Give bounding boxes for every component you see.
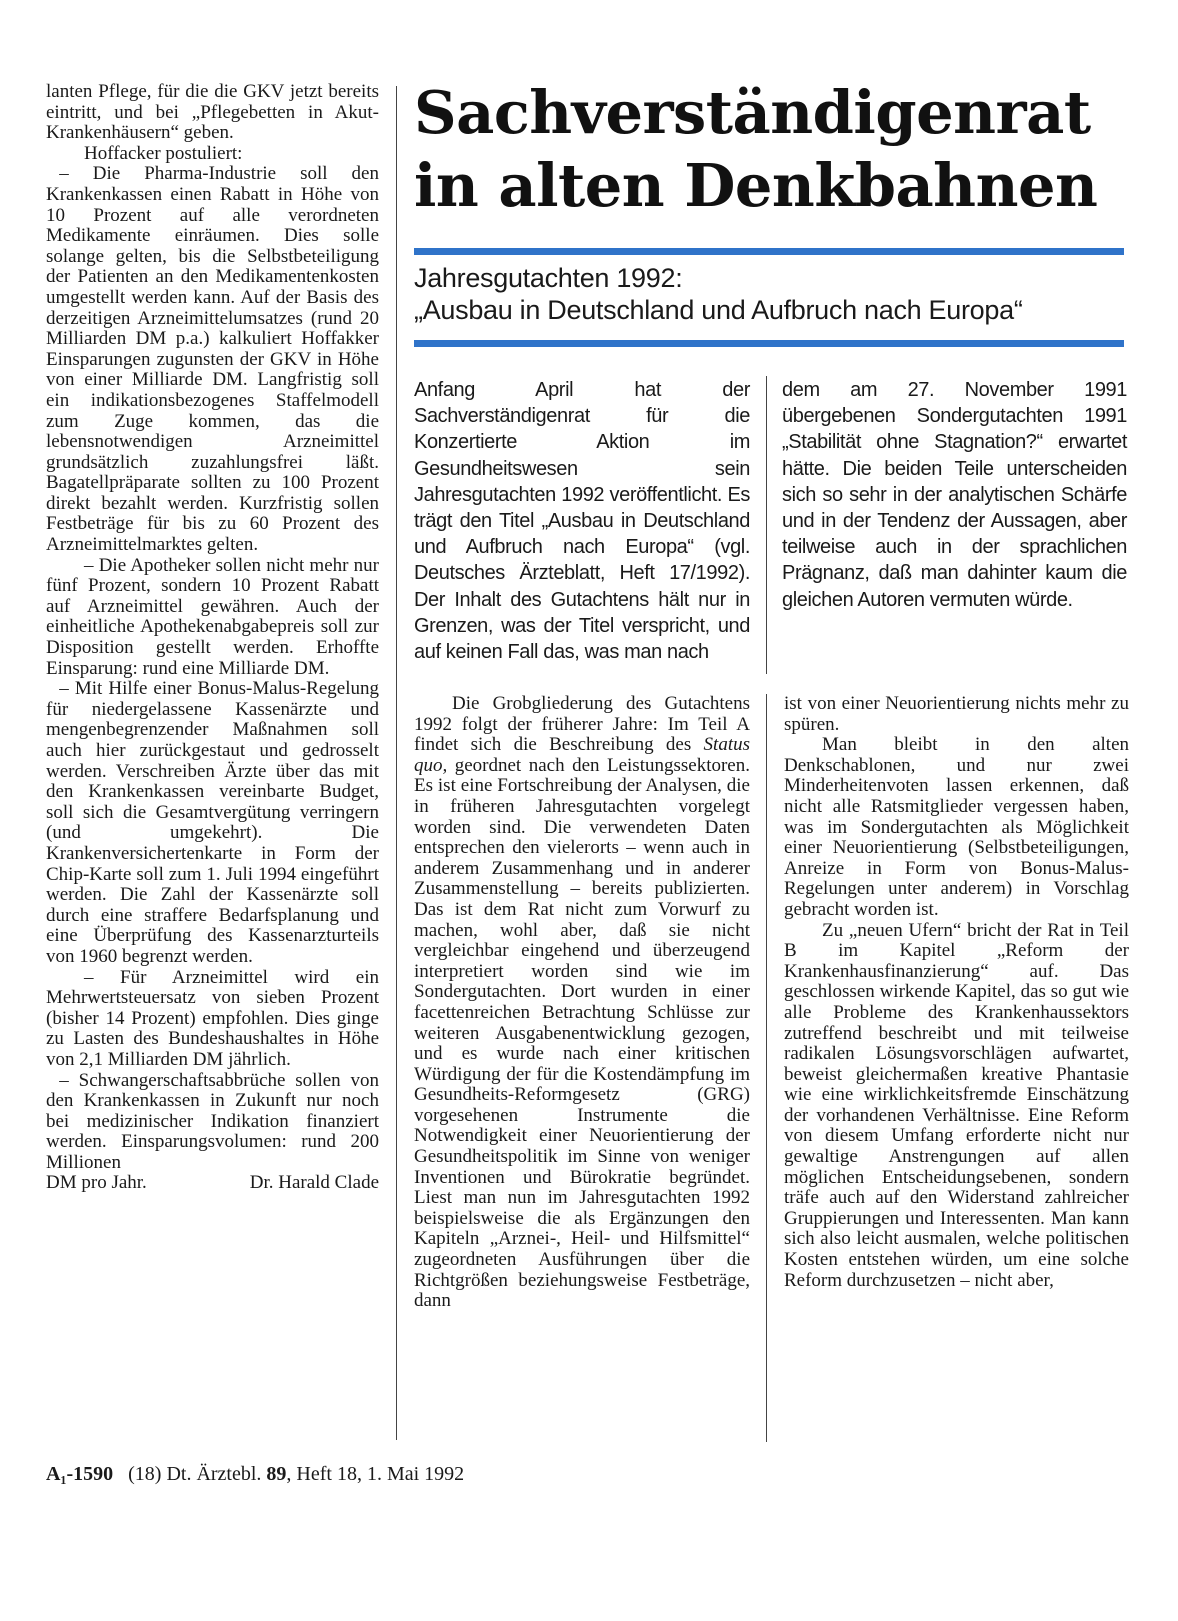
column-divider bbox=[396, 86, 397, 1440]
body-column-left bbox=[414, 694, 750, 1312]
body-text: Die Grobgliederung des Gutachtens 1992 folgt der früherer Jahre: Im Teil A findet sich die Beschreibung des bbox=[414, 693, 750, 756]
headline-line: in alten Denkbahnen bbox=[414, 151, 1098, 220]
closing-text: DM pro Jahr. bbox=[46, 1172, 147, 1194]
left-paragraph: – Mit Hilfe einer Bonus-Malus-Regelung für niedergelassene Kassenärzte und mengenbegrenzender Maßnahmen soll auch hier zurückgestaut und gedrosselt werden. Verschreiben Ärzte über das mit den Krankenkassen vereinbarte Budget, soll sich die Gesamtvergütung verringern (und umgekehrt). Die Krankenversichertenkarte in Form der Chip-Karte soll zum 1. Juli 1994 eingeführt werden. Die Zahl der Kassenärzte soll durch eine straffere Bedarfsplanung und eine Überprüfung des Kassenarzturteils von 1960 begrenzt werden. bbox=[46, 678, 379, 967]
article-headline bbox=[414, 76, 1144, 222]
headline-line: Sachverständigenrat bbox=[414, 78, 1091, 147]
journal-name: Dt. Ärztebl. bbox=[166, 1463, 262, 1485]
left-column bbox=[46, 82, 379, 1194]
lead-column-right bbox=[782, 377, 1127, 613]
lead-paragraph: dem am 27. November 1991 übergebenen Sondergutachten 1991 „Stabilität ohne Stagnation?“ erwartet hätte. Die beiden Teile unterscheiden sich so sehr in der analytischen Schärfe und in der Tendenz der Aussagen, aber teilweise auch in der sprachlichen Prägnanz, daß man dahinter kaum die gleichen Autoren vermuten würde. bbox=[782, 379, 1127, 611]
left-paragraph: – Für Arzneimittel wird ein Mehrwertsteuersatz von sieben Prozent (bisher 14 Prozent) empfohlen. Dies ginge zu Lasten des Bundeshaushaltes in Höhe von 2,1 Milliarden DM jährlich. bbox=[46, 966, 379, 1070]
body-emphasis: Status quo, bbox=[414, 734, 750, 776]
body-paragraph: ist von einer Neuorientierung nichts mehr zu spüren. bbox=[784, 693, 1129, 735]
issue-date: , Heft 18, 1. Mai 1992 bbox=[286, 1463, 465, 1485]
lead-divider bbox=[766, 376, 767, 674]
left-paragraph: Hoffacker postuliert: bbox=[84, 142, 243, 164]
lead-column-left bbox=[414, 377, 750, 665]
subtitle-line: Jahresgutachten 1992: bbox=[414, 263, 683, 293]
journal-volume: 89 bbox=[266, 1463, 287, 1485]
body-paragraph bbox=[414, 694, 750, 1312]
body-paragraph: Zu „neuen Ufern“ bricht der Rat in Teil B im Kapitel „Reform der Krankenhausfinanzierung“ auf. Das geschlossen wirkende Kapitel, das so gut wie alle Probleme des Krankenhaussektors zutreffend beschreibt und mit teilweise radikalen Lösungsvorschlägen aufwartet, beweist gleichermaßen kreative Phantasie wie eine wirklichkeitsfremde Einschätzung der vorhandenen Verhältnisse. Eine Reform von diesem Umfang erforderte nicht nur gewaltige Anstrengungen auf allen möglichen Entscheidungsebenen, sondern träfe auch auf den Widerstand zahlreicher Gruppierungen und Interessenten. Man kann sich also leicht ausmalen, welche politischen Kosten entstehen würden, um eine solche Reform durchzusetzen – nicht aber, bbox=[784, 919, 1129, 1291]
lead-paragraph: Anfang April hat der Sachverständigenrat für die Konzertierte Aktion im Gesundheitswesen sein Jahresgutachten 1992 veröffentlicht. Es trägt den Titel „Ausbau in Deutschland und Aufbruch nach Europa“ (vgl. Deutsches Ärzteblatt, Heft 17/1992). Der Inhalt des Gutachtens hält nur in Grenzen, was der Titel verspricht, und auf keinen Fall das, was man nach bbox=[414, 379, 750, 664]
left-paragraph: – Die Apotheker sollen nicht mehr nur fünf Prozent, sondern 10 Prozent Rabatt auf Arzneimittel gewähren. Auch der einheitliche Apothekenabgabepreis soll zur Disposition gestellt werden. Erhoffte Einsparung: rund eine Milliarde DM. bbox=[46, 554, 379, 679]
body-column-right bbox=[784, 694, 1129, 1291]
left-paragraph: – Die Pharma-Industrie soll den Krankenkassen einen Rabatt in Höhe von 10 Prozent auf alle verordneten Medikamente einräumen. Dies solle solange gelten, bis die Selbstbeteiligung der Patienten an den Medikamentenkosten umgestellt werden kann. Auf der Basis des derzeitigen Arzneimittelumsatzes (rund 20 Milliarden DM p.a.) kalkuliert Hoffakker Einsparungen zugunsten der GKV in Höhe von einer Milliarde DM. Langfristig soll ein indikationsbezogenes Staffelmodell zum Zuge kommen, das die lebensnotwendigen Arzneimittel grundsätzlich zuzahlungsfrei läßt. Bagatellpräparate sollten zu 100 Prozent direkt bezahlt werden. Kurzfristig sollen Festbeträge für bis zu 60 Prozent des Arzneimittelmarktes gelten. bbox=[46, 163, 379, 556]
issue-number: (18) bbox=[128, 1463, 162, 1485]
page-footer bbox=[46, 1463, 464, 1486]
page-number: A₁-1590 bbox=[46, 1463, 114, 1485]
closing-line bbox=[46, 1173, 379, 1194]
accent-bar-top bbox=[414, 248, 1124, 255]
body-text: geordnet nach den Leistungssektoren. Es ist eine Fortschreibung der Analysen, die in früheren Jahresgutachten vorgelegt worden sind. Die verwendeten Daten entsprechen den vielerorts – wenn auch in anderem Zusammenhang und in anderer Zusammenstellung – bereits publizierten. Das ist dem Rat nicht zum Vorwurf zu machen, wohl aber, daß sie nicht vergleichbar eingehend und überzeugend interpretiert worden sind wie im Sondergutachten. Dort wurden in einer facettenreichen Betrachtung Schlüsse zur weiteren Ausgabenentwicklung gezogen, und es wurde nach einer kritischen Würdigung der für die Kostendämpfung im Gesundheits-Reformgesetz (GRG) vorgesehenen Instrumente die Notwendigkeit einer Neuorientierung der Gesundheitspolitik im Sinne von weniger Inventionen und Bürokratie begründet. Liest man nun im Jahresgutachten 1992 beispielsweise die als Ergänzungen den Kapiteln „Arznei-, Heil- und Hilfsmittel“ zugeordneten Ausführungen über die Richtgrößen beziehungsweise Festbeträge, dann bbox=[414, 754, 750, 1312]
author-signature: Dr. Harald Clade bbox=[249, 1172, 379, 1194]
subtitle-line: „Ausbau in Deutschland und Aufbruch nach Europa“ bbox=[414, 295, 1023, 325]
left-paragraph: – Schwangerschaftsabbrüche sollen von den Krankenkassen in Zukunft nur noch bei medizinischer Indikation finanziert werden. Einsparungsvolumen: rund 200 Millionen bbox=[46, 1069, 379, 1173]
body-paragraph: Man bleibt in den alten Denkschablonen, und nur zwei Minderheitenvoten lassen erkennen, daß nicht alle Ratsmitglieder vergessen haben, was im Sondergutachten als Möglichkeit einer Neuorientierung (Selbstbeteiligungen, Anreize in Form von Bonus-Malus-Regelungen unter anderem) in Vorschlag gebracht worden ist. bbox=[784, 734, 1129, 920]
body-divider bbox=[766, 694, 767, 1442]
left-paragraph: lanten Pflege, für die die GKV jetzt bereits eintritt, und bei „Pflegebetten in Akut-Krankenhäusern“ geben. bbox=[46, 81, 379, 144]
article-subtitle bbox=[414, 262, 1134, 326]
accent-bar-bottom bbox=[414, 340, 1124, 347]
